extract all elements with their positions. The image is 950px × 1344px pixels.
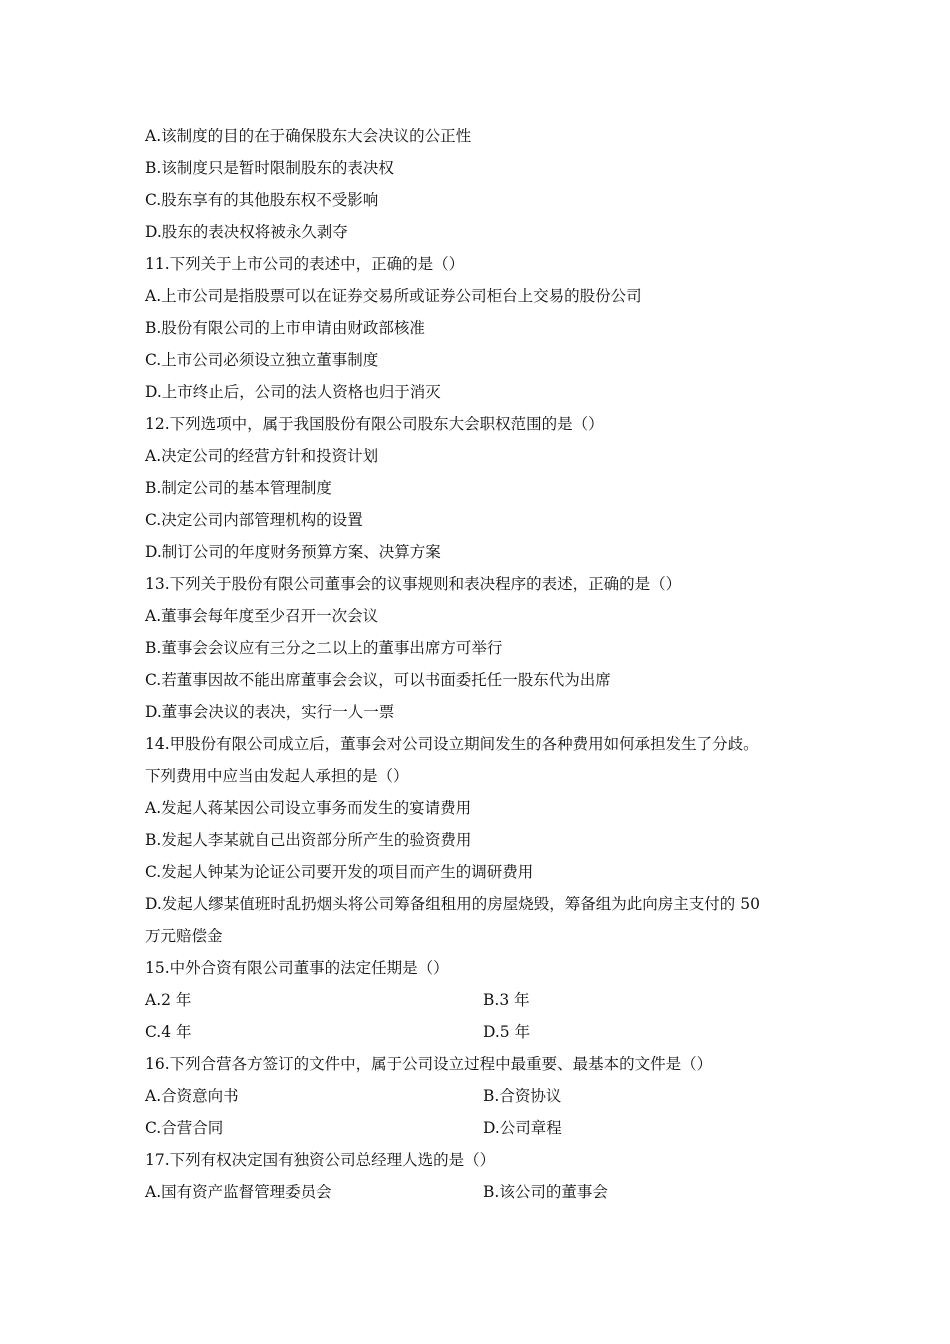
q17-options-row-1 (145, 1176, 835, 1208)
q12-option-c: C.决定公司内部管理机构的设置 (145, 511, 363, 529)
q15-options-row-2 (145, 1016, 835, 1048)
q13-option-c: C.若董事因故不能出席董事会会议，可以书面委托任一股东代为出席 (145, 671, 611, 689)
q10-option-a: A.该制度的目的在于确保股东大会决议的公正性 (145, 127, 472, 145)
q15-option-b: B.3 年 (483, 991, 530, 1009)
q15-options-row-1 (145, 984, 835, 1016)
q15-option-c: C.4 年 (145, 1023, 192, 1041)
q15-option-a: A.2 年 (145, 991, 192, 1009)
q16-options-row-1 (145, 1080, 835, 1112)
q15-option-d: D.5 年 (483, 1023, 531, 1041)
q14-option-a: A.发起人蒋某因公司设立事务而发生的宴请费用 (145, 799, 472, 817)
q11-option-a: A.上市公司是指股票可以在证券交易所或证券公司柜台上交易的股份公司 (145, 287, 642, 305)
q13-question: 13.下列关于股份有限公司董事会的议事规则和表决程序的表述，正确的是（） (145, 575, 682, 593)
q15-question: 15.中外合资有限公司董事的法定任期是（） (145, 959, 449, 977)
q16-option-c: C.合营合同 (145, 1119, 224, 1137)
document-page (145, 120, 835, 1208)
q11-option-d: D.上市终止后，公司的法人资格也归于消灭 (145, 383, 441, 401)
q17-option-b: B.该公司的董事会 (483, 1183, 608, 1201)
q14-option-d-line2: 万元赔偿金 (145, 927, 223, 945)
q14-option-c: C.发起人钟某为论证公司要开发的项目而产生的调研费用 (145, 863, 534, 881)
q14-question-line1: 14.甲股份有限公司成立后，董事会对公司设立期间发生的各种费用如何承担发生了分歧。 (145, 735, 759, 753)
q10-option-b: B.该制度只是暂时限制股东的表决权 (145, 159, 394, 177)
q12-option-d: D.制订公司的年度财务预算方案、决算方案 (145, 543, 441, 561)
q16-option-a: A.合资意向书 (145, 1087, 239, 1105)
q11-option-c: C.上市公司必须设立独立董事制度 (145, 351, 379, 369)
q13-option-d: D.董事会决议的表决，实行一人一票 (145, 703, 395, 721)
q12-question: 12.下列选项中，属于我国股份有限公司股东大会职权范围的是（） (145, 415, 604, 433)
q14-question-line2: 下列费用中应当由发起人承担的是（） (145, 767, 409, 785)
q16-option-d: D.公司章程 (483, 1119, 562, 1137)
q10-option-d: D.股东的表决权将被永久剥夺 (145, 223, 348, 241)
q16-question: 16.下列合营各方签订的文件中，属于公司设立过程中最重要、最基本的文件是（） (145, 1055, 713, 1073)
q16-option-b: B.合资协议 (483, 1087, 562, 1105)
q12-option-b: B.制定公司的基本管理制度 (145, 479, 332, 497)
q12-option-a: A.决定公司的经营方针和投资计划 (145, 447, 379, 465)
q13-option-a: A.董事会每年度至少召开一次会议 (145, 607, 379, 625)
q11-option-b: B.股份有限公司的上市申请由财政部核准 (145, 319, 425, 337)
q13-option-b: B.董事会会议应有三分之二以上的董事出席方可举行 (145, 639, 503, 657)
q14-option-d-line1: D.发起人缪某值班时乱扔烟头将公司筹备组租用的房屋烧毁，筹备组为此向房主支付的 50 (145, 895, 760, 913)
q17-option-a: A.国有资产监督管理委员会 (145, 1183, 332, 1201)
q14-option-b: B.发起人李某就自己出资部分所产生的验资费用 (145, 831, 472, 849)
q17-question: 17.下列有权决定国有独资公司总经理人选的是（） (145, 1151, 496, 1169)
q11-question: 11.下列关于上市公司的表述中，正确的是（） (145, 255, 465, 273)
q16-options-row-2 (145, 1112, 835, 1144)
q10-option-c: C.股东享有的其他股东权不受影响 (145, 191, 379, 209)
